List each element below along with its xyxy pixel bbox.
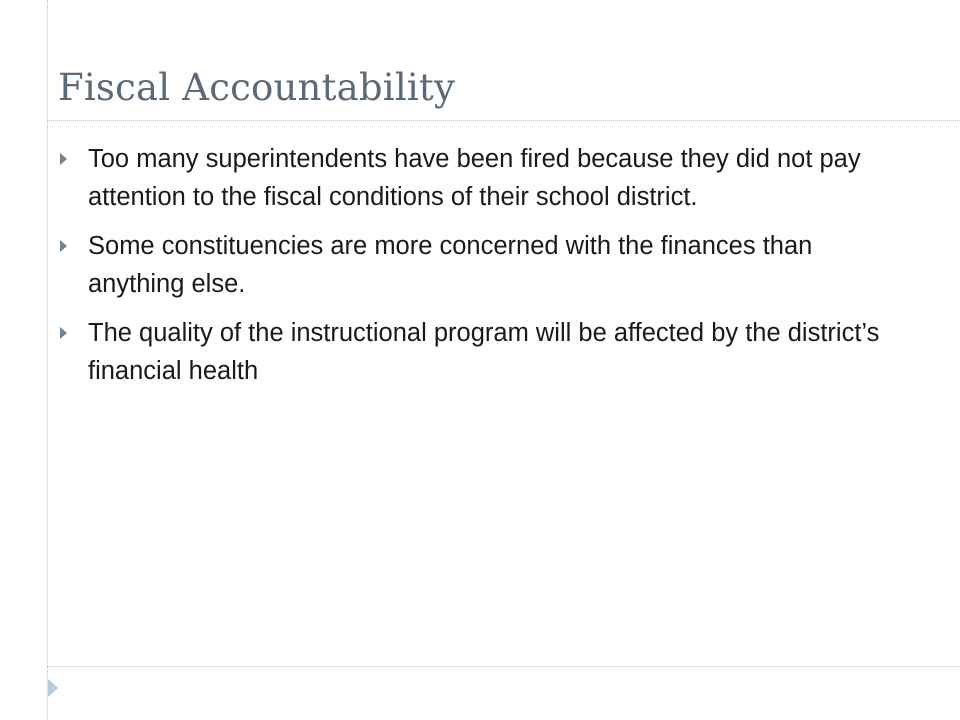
bullet-text: Some constituencies are more concerned with the finances than anything else. xyxy=(88,232,813,298)
title-divider-line xyxy=(47,120,960,121)
bullet-triangle-icon xyxy=(60,153,67,165)
bullet-item xyxy=(58,140,888,216)
bullet-item xyxy=(58,227,888,303)
footer-divider-line xyxy=(47,666,960,667)
bullet-triangle-icon xyxy=(60,240,67,252)
bullet-item xyxy=(58,314,888,390)
bullet-triangle-icon xyxy=(60,327,67,339)
corner-triangle-icon xyxy=(48,679,58,697)
bullet-text: Too many superintendents have been fired because they did not pay attention to the fiscal conditions of their school district. xyxy=(88,145,861,211)
slide-title: Fiscal Accountability xyxy=(58,66,456,109)
bullet-list xyxy=(58,140,888,401)
left-guide-line xyxy=(47,0,48,720)
bullet-text: The quality of the instructional program will be affected by the district’s financial health xyxy=(88,319,880,385)
